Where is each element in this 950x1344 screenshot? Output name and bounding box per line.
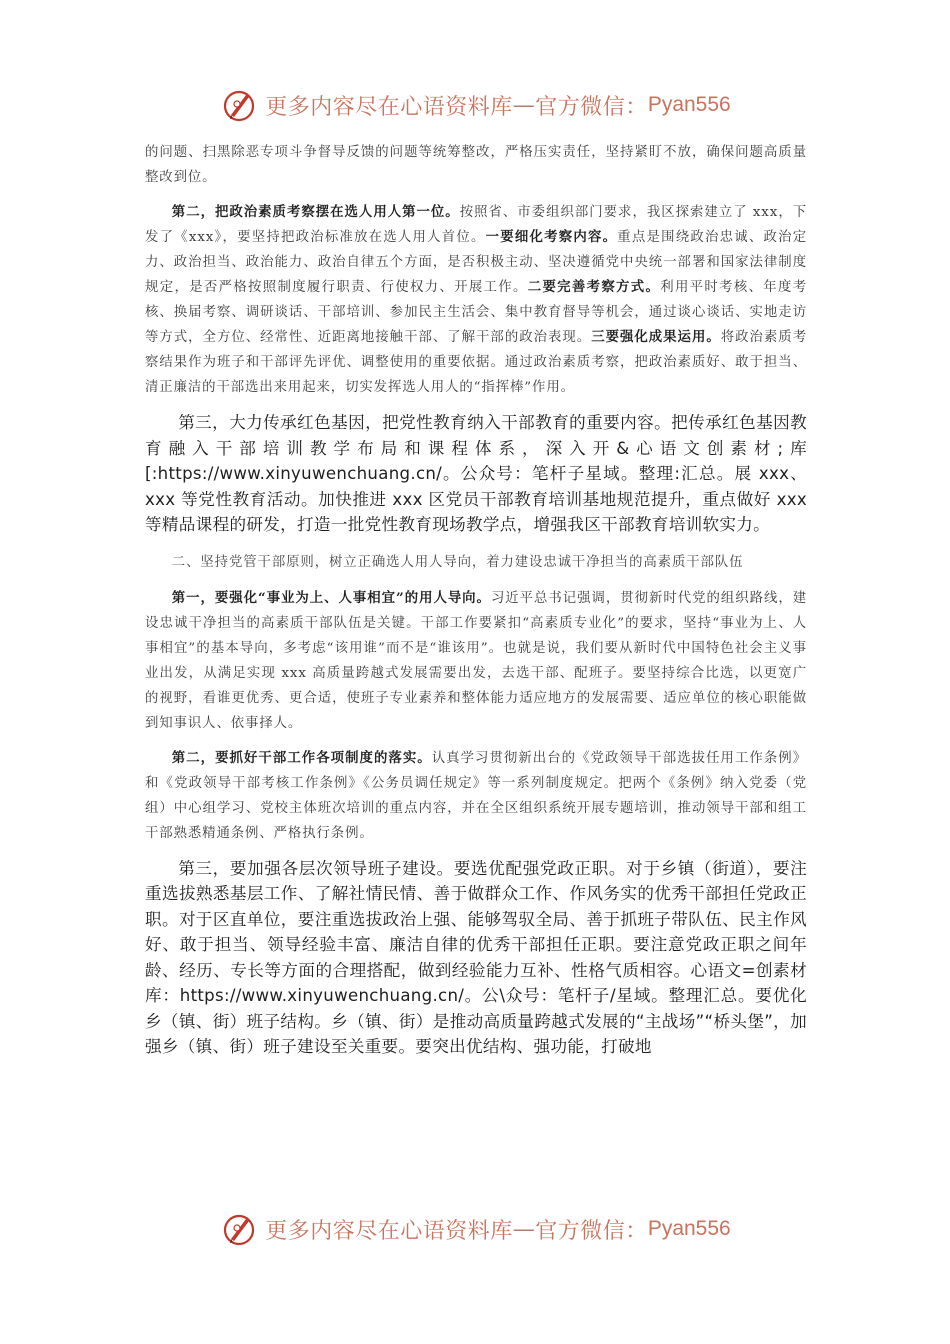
paragraph-political-quality: [145, 200, 807, 400]
paragraph-lead: 第一，要强化“事业为上、人事相宜”的用人导向。: [171, 589, 491, 606]
paragraph-system-implementation: [145, 746, 807, 846]
paragraph-leadership-teams: 第三，要加强各层次领导班子建设。要选优配强党政正职。对于乡镇（街道），要注重选拔熟悉基层工作、了解社情民情、善于做群众工作、作风务实的优秀干部担任党政正职。对于区直单位，要注重选拔政治上强、能够驾驭全局、善于抓班子带队伍、民主作风好、敢于担当、领导经验丰富、廉洁自律的优秀干部担任正职。要注意党政正职之间年龄、经历、专长等方面的合理搭配，做到经验能力互补、性格气质相容。心语文=创素材库：https://www.xinyuwenchuang.cn/。公\众号：笔杆子/星域。整理汇总。要优化乡（镇、街）班子结构。乡（镇、街）是推动高质量跨越式发展的“主战场”“桥头堡”，加强乡（镇、街）班子建设至关重要。要突出优结构、强功能，打破地: [145, 858, 807, 1056]
paragraph-text: 将政治素质考察结果作为班子和干部评先评优、调整使用的重要依据。通过政治素质考察，把政治素质好、敢于担当、清正廉洁的干部选出来用起来，切实发挥选人用人的“指挥棒”作用。: [145, 330, 807, 395]
banner-wechat-label: 官方微信：: [535, 94, 648, 120]
banner-wechat-id: Pyan556: [647, 1217, 731, 1240]
paragraph-lead: 第二，把政治素质考察摆在选人用人第一位。: [171, 204, 460, 220]
paragraph-employment-orientation: [145, 586, 807, 736]
paragraph-subpoint: 三要强化成果运用。: [591, 329, 721, 345]
banner-dash: —: [512, 1216, 536, 1242]
paragraph-text: 按照省、市委组织部门要求，我区探索建立了 xxx，下发了《xxx》，要坚持把政治标准放在选人用人首位。: [145, 205, 808, 245]
paragraph-lead: 第二，要抓好干部工作各项制度的落实。: [171, 749, 432, 766]
banner-wechat-id: Pyan556: [647, 93, 731, 116]
paragraph-continuation: 的问题、扫黑除恶专项斗争督导反馈的问题等统筹整改，严格压实责任，坚持紧盯不放，确保问题高质量整改到位。: [145, 145, 807, 185]
paragraph-subpoint: 一要细化考察内容。: [485, 229, 618, 245]
banner-title: 更多内容尽在心语资料库: [265, 94, 513, 120]
paragraph-text: 重点是围绕政治忠诚、政治定力、政治担当、政治能力、政治自律五个方面，是否积极主动、坚决遵循党中央统一部署和国家法律制度规定，是否严格按照制度履行职责、行使权力、开展工作。: [145, 230, 807, 295]
paragraph-text: 习近平总书记强调，贯彻新时代党的组织路线，建设忠诚干净担当的高素质干部队伍是关键。干部工作要紧扣“高素质专业化”的要求，坚持“事业为上、人事相宜”的基本导向，多考虑“该用谁”而不是“谁该用”。也就是说，我们要从新时代中国特色社会主义事业出发，从满足实现 xxx 高质量跨越式发展需要出发，去选干部、配班子。要坚持综合比选，以更宽广的视野，看谁更优秀、更合适，使班子专业素养和整体能力适应地方的发展需要、适应单位的核心职能做到知事识人、依事择人。: [145, 590, 807, 731]
paragraph-text: 利用平时考核、年度考核、换届考察、调研谈话、干部培训、参加民主生活会、集中教育督导等机会，通过谈心谈话、实地走访等方式，全方位、经常性、近距离地接触干部、了解干部的政治表现。: [145, 280, 807, 345]
section-heading: 二、坚持党管干部原则，树立正确选人用人导向，着力建设忠诚干净担当的高素质干部队伍: [171, 554, 744, 570]
pen-logo-icon: [219, 85, 259, 125]
paragraph-red-gene: 第三，大力传承红色基因，把党性教育纳入干部教育的重要内容。把传承红色基因教育融入干部培训教学布局和课程体系，深入开&心语文创素材;库[:https://www.xinyuwenchuang.cn/。公众号：笔杆子星域。整理:汇总。展 xxx、xxx 等党性教育活动。加快推进 xxx 区党员干部教育培训基地规范提升，重点做好 xxx 等精品课程的研发，打造一批党性教育现场教学点，增强我区干部教育培训软实力。: [145, 413, 807, 534]
paragraph-text: 认真学习贯彻新出台的《党政领导干部选拔任用工作条例》和《党政领导干部考核工作条例》《公务员调任规定》等一系列制度规定。把两个《条例》纳入党委（党组）中心组学习、党校主体班次培训的重点内容，并在全区组织系统开展专题培训，推动领导干部和组工干部熟悉精通条例、严格执行条例。: [145, 750, 807, 841]
banner-dash: —: [512, 92, 536, 118]
footer-banner: [0, 1204, 950, 1254]
document-body: [145, 140, 807, 1060]
header-banner: [0, 80, 950, 130]
paragraph-subpoint: 二要完善考察方式。: [527, 279, 661, 295]
pen-logo-icon: [219, 1209, 259, 1249]
banner-wechat-label: 官方微信：: [535, 1218, 648, 1244]
banner-title: 更多内容尽在心语资料库: [265, 1218, 513, 1244]
